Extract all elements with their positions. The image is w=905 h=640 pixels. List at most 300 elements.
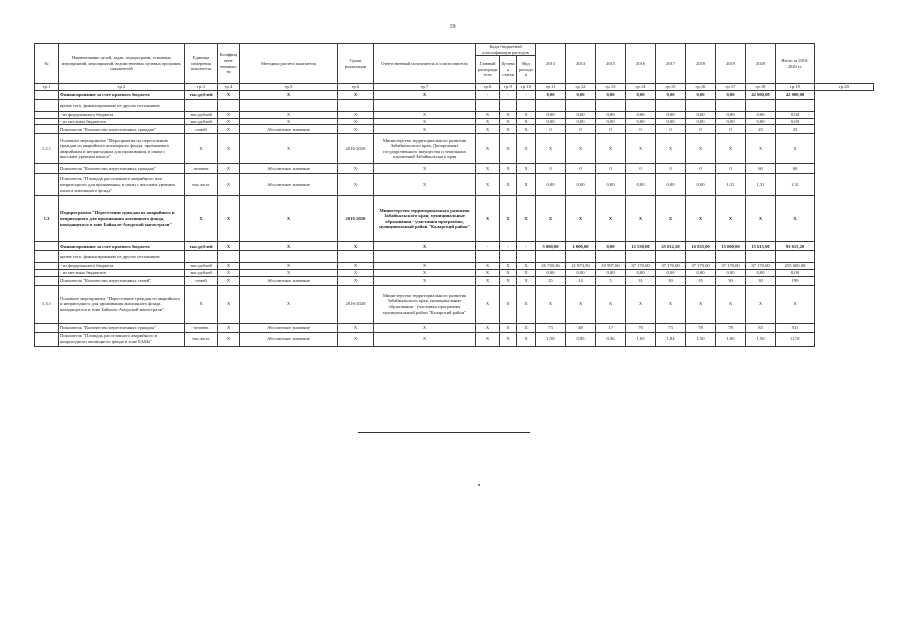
row-year-value: 0,00 (686, 174, 716, 196)
row-year-value: 0,00 (746, 269, 776, 276)
row-year-value: 0,00 (596, 174, 626, 196)
row-year-value: 0,00 (656, 174, 686, 196)
row-year-value: X (656, 134, 686, 164)
column-number: гр.3 (185, 84, 218, 91)
row-bcc-type: X (517, 112, 536, 119)
row-year-value: 37 170,00 (686, 263, 716, 270)
row-coef: X (218, 91, 240, 100)
row-total: X (776, 285, 815, 323)
row-number (35, 263, 59, 270)
row-total: 93 615,20 (776, 242, 815, 251)
row-year-value (626, 100, 656, 112)
page-number: 19 (449, 24, 456, 30)
row-bcc-admin (476, 251, 500, 263)
row-bcc-article: X (500, 112, 517, 119)
row-bcc-article: X (500, 125, 517, 134)
row-year-value (536, 251, 566, 263)
row-bcc-type: - (517, 91, 536, 100)
row-total: 42 000,00 (776, 91, 815, 100)
row-bcc-type: - (517, 242, 536, 251)
table-row (35, 323, 874, 332)
table-row (35, 276, 874, 285)
row-bcc-type (517, 251, 536, 263)
row-responsible (374, 100, 476, 112)
header-coef: Коэффициент значимости (218, 44, 240, 84)
row-year-value: 30 (656, 276, 686, 285)
row-total: 0,00 (776, 112, 815, 119)
row-coef: X (218, 285, 240, 323)
row-coef: X (218, 112, 240, 119)
row-total: 60 (776, 164, 815, 174)
row-unit (185, 100, 218, 112)
row-unit: тыс.кв.м. (185, 174, 218, 196)
header-bcc-admin: Главный распорядитель (476, 56, 500, 84)
row-bcc-article (500, 251, 517, 263)
row-year-value: X (686, 134, 716, 164)
row-year-value: 37 170,00 (656, 263, 686, 270)
row-number (35, 112, 59, 119)
header-total: Итого за 2016-2020 гг. (776, 44, 815, 84)
row-bcc-type: X (517, 285, 536, 323)
row-total: 25 (776, 125, 815, 134)
table-row (35, 285, 874, 323)
row-bcc-admin: X (476, 263, 500, 270)
header-no: № (35, 44, 59, 84)
table-row (35, 263, 874, 270)
table-row (35, 91, 874, 100)
header-year: 2019 (716, 44, 746, 84)
row-bcc-article: X (500, 332, 517, 346)
row-number (35, 174, 59, 196)
table-row (35, 196, 874, 242)
row-year-value (746, 100, 776, 112)
row-name: - из федерального бюджета (59, 263, 185, 270)
row-year-value: 0 (686, 125, 716, 134)
row-year-value: X (746, 285, 776, 323)
row-name: Показатель "Количество переселенных граждан" (59, 323, 185, 332)
row-total (776, 100, 815, 112)
row-name: Показатель "Количество переселенных семей" (59, 276, 185, 285)
row-year-value: 0,00 (626, 269, 656, 276)
row-method (240, 100, 338, 112)
row-responsible: X (374, 263, 476, 270)
header-year: 2013 (536, 44, 566, 84)
row-bcc-article (500, 100, 517, 112)
row-bcc-type: X (517, 332, 536, 346)
row-unit: человек (185, 164, 218, 174)
row-year-value: 15 000,00 (716, 242, 746, 251)
row-total: 255 600,00 (776, 263, 815, 270)
row-bcc-type: X (517, 118, 536, 125)
row-year-value: 0,00 (716, 91, 746, 100)
row-year-value: 0,00 (716, 112, 746, 119)
row-year-value (716, 100, 746, 112)
row-unit: тыс.кв.м. (185, 332, 218, 346)
row-year-value: 0,00 (626, 91, 656, 100)
row-bcc-article: X (500, 285, 517, 323)
row-coef: X (218, 118, 240, 125)
row-year-value: X (536, 285, 566, 323)
row-number (35, 332, 59, 346)
row-year-value: 1,58 (536, 332, 566, 346)
row-year-value: 42 000,00 (746, 91, 776, 100)
row-term (338, 251, 374, 263)
row-year-value: 25 (536, 276, 566, 285)
row-unit: тыс.рублей (185, 269, 218, 276)
header-year: 2015 (596, 44, 626, 84)
column-number: гр.9 (500, 84, 517, 91)
header-method: Методика расчета показателя (240, 44, 338, 84)
column-number: гр.8 (476, 84, 500, 91)
row-method: Абсолютное значение (240, 125, 338, 134)
row-number: 1.2.1 (35, 134, 59, 164)
row-unit: тыс.рублей (185, 263, 218, 270)
row-responsible: X (374, 112, 476, 119)
row-year-value (566, 251, 596, 263)
row-name: Подпрограмма "Переселение граждан из аварийного и непригодного для проживания жилищного фонда, находящегося в зоне Байкало-Амурской магистрали" (59, 196, 185, 242)
row-year-value: 0,00 (716, 118, 746, 125)
row-bcc-admin: X (476, 125, 500, 134)
row-responsible: X (374, 91, 476, 100)
row-responsible: X (374, 242, 476, 251)
row-term: 2016-2020 (338, 134, 374, 164)
row-year-value (596, 100, 626, 112)
row-name: - из федерального бюджета (59, 112, 185, 119)
row-coef (218, 251, 240, 263)
row-term: X (338, 242, 374, 251)
row-year-value: 0 (626, 164, 656, 174)
row-bcc-article: X (500, 269, 517, 276)
row-bcc-type: X (517, 134, 536, 164)
separator-line (358, 432, 530, 433)
row-name: - из местных бюджетов (59, 118, 185, 125)
row-year-value: 0,00 (536, 112, 566, 119)
row-total: 0,00 (776, 118, 815, 125)
row-name: Показатель "Количество переселенных граждан" (59, 164, 185, 174)
row-bcc-type: X (517, 164, 536, 174)
row-year-value: 0,36 (596, 332, 626, 346)
row-year-value: 5 000,00 (536, 242, 566, 251)
row-year-value: X (596, 134, 626, 164)
row-bcc-article: X (500, 134, 517, 164)
row-bcc-article: - (500, 242, 517, 251)
row-number (35, 125, 59, 134)
row-year-value: X (566, 134, 596, 164)
row-coef: X (218, 263, 240, 270)
row-bcc-admin: - (476, 91, 500, 100)
row-bcc-type: X (517, 323, 536, 332)
row-bcc-admin: X (476, 276, 500, 285)
row-year-value: X (686, 196, 716, 242)
row-year-value (626, 251, 656, 263)
row-year-value: X (656, 196, 686, 242)
row-term: X (338, 269, 374, 276)
row-coef: X (218, 125, 240, 134)
row-year-value: 0,85 (566, 332, 596, 346)
row-year-value: 21 873,50 (566, 263, 596, 270)
row-year-value: 37 170,00 (746, 263, 776, 270)
row-bcc-type: X (517, 269, 536, 276)
column-number: гр.4 (218, 84, 240, 91)
row-year-value: 17 (596, 323, 626, 332)
table-row (35, 174, 874, 196)
row-responsible: X (374, 269, 476, 276)
row-number (35, 242, 59, 251)
row-year-value: X (656, 285, 686, 323)
table-header (35, 44, 874, 84)
row-year-value: 1 000,00 (566, 242, 596, 251)
row-year-value: X (596, 196, 626, 242)
row-coef: X (218, 242, 240, 251)
row-year-value: 78 (686, 323, 716, 332)
row-method: X (240, 285, 338, 323)
row-year-value: 0,00 (566, 91, 596, 100)
row-term (338, 100, 374, 112)
column-number: гр.12 (566, 84, 596, 91)
row-number (35, 91, 59, 100)
column-number: гр.16 (686, 84, 716, 91)
row-bcc-admin: - (476, 242, 500, 251)
row-number (35, 276, 59, 285)
row-number (35, 118, 59, 125)
row-unit: тыс.рублей (185, 91, 218, 100)
row-year-value: X (746, 134, 776, 164)
row-responsible: Министерство территориального развития Забайкальского края, муниципальные образования - участники программы, муниципальный район "Каларский район" (374, 196, 476, 242)
row-year-value: 0,00 (716, 269, 746, 276)
row-bcc-type: X (517, 174, 536, 196)
row-year-value: 0,00 (656, 269, 686, 276)
row-year-value: X (536, 134, 566, 164)
row-year-value: 0 (686, 164, 716, 174)
row-method (240, 251, 338, 263)
row-year-value (536, 100, 566, 112)
column-number: гр.18 (746, 84, 776, 91)
row-bcc-article: X (500, 118, 517, 125)
row-year-value: 0,00 (536, 91, 566, 100)
row-year-value: 37 170,00 (716, 263, 746, 270)
row-term: 2016-2020 (338, 285, 374, 323)
row-unit: тыс.рублей (185, 112, 218, 119)
row-term: X (338, 263, 374, 270)
row-year-value: 48 (566, 323, 596, 332)
row-year-value: X (626, 196, 656, 242)
row-method: X (240, 269, 338, 276)
row-year-value: X (536, 196, 566, 242)
table-row (35, 112, 874, 119)
row-year-value: 0,00 (626, 174, 656, 196)
row-year-value (656, 251, 686, 263)
row-year-value: 70 (626, 323, 656, 332)
row-year-value: 12 530,00 (626, 242, 656, 251)
row-year-value: 30 (746, 276, 776, 285)
row-term: X (338, 164, 374, 174)
header-resp: Ответственный исполнитель и соисполнители (374, 44, 476, 84)
row-responsible: X (374, 164, 476, 174)
row-term: X (338, 276, 374, 285)
row-coef: X (218, 174, 240, 196)
row-year-value: 0,00 (656, 112, 686, 119)
row-coef (218, 100, 240, 112)
row-name: Финансирование за счет краевого бюджета (59, 91, 185, 100)
row-term: X (338, 112, 374, 119)
row-name: Показатель "Количество переселенных граждан" (59, 125, 185, 134)
row-year-value: 0,00 (686, 91, 716, 100)
row-year-value: X (626, 134, 656, 164)
row-bcc-admin: X (476, 118, 500, 125)
row-bcc-admin: X (476, 332, 500, 346)
row-total: X (776, 196, 815, 242)
row-bcc-article: X (500, 263, 517, 270)
column-number: гр.19 (776, 84, 815, 91)
header-bcc-type: Вид расходов (517, 56, 536, 84)
row-year-value: 5 (596, 276, 626, 285)
row-year-value (596, 251, 626, 263)
row-name: кроме того, финансирование из других источников (59, 251, 185, 263)
row-year-value: 0,00 (596, 269, 626, 276)
row-year-value: 0 (626, 125, 656, 134)
row-bcc-article: X (500, 196, 517, 242)
header-year: 2018 (686, 44, 716, 84)
row-term: 2016-2020 (338, 196, 374, 242)
column-number: гр.15 (656, 84, 686, 91)
row-year-value: 25 012,20 (656, 242, 686, 251)
row-bcc-article: X (500, 164, 517, 174)
row-total: X (776, 134, 815, 164)
row-year-value (746, 251, 776, 263)
row-year-value: 0,00 (566, 269, 596, 276)
row-year-value: 0,00 (686, 118, 716, 125)
row-year-value: 35 (686, 276, 716, 285)
header-bcc-article: Целевая статья (500, 56, 517, 84)
row-method: X (240, 242, 338, 251)
header-year: 2014 (566, 44, 596, 84)
row-year-value (686, 100, 716, 112)
row-term: X (338, 125, 374, 134)
row-year-value: X (716, 285, 746, 323)
row-name: Основное мероприятие "Мероприятия по переселению граждан из аварийного жилищного фонда, признанного аварийным и непригодным для проживания, в связи с высоким уровнем износа" (59, 134, 185, 164)
column-number: гр.17 (716, 84, 746, 91)
row-number: 1.3 (35, 196, 59, 242)
row-year-value: 37 170,00 (626, 263, 656, 270)
row-bcc-admin: X (476, 323, 500, 332)
row-method: Абсолютное значение (240, 174, 338, 196)
header-name: Наименование целей, задач, подпрограмм, основных мероприятий, мероприятий, ведомственных целевых программ, показателей (59, 44, 185, 84)
row-year-value: 0 (566, 164, 596, 174)
row-bcc-article: - (500, 91, 517, 100)
row-coef: X (218, 196, 240, 242)
header-bcc: Коды бюджетной классификации расходов (476, 44, 536, 56)
row-year-value: 0,00 (536, 118, 566, 125)
row-bcc-admin: X (476, 196, 500, 242)
row-year-value: 0,00 (746, 112, 776, 119)
row-unit: X (185, 285, 218, 323)
row-responsible: X (374, 125, 476, 134)
row-year-value: 0 (596, 164, 626, 174)
row-year-value (686, 251, 716, 263)
header-year: 2016 (626, 44, 656, 84)
table-row (35, 269, 874, 276)
row-coef: X (218, 332, 240, 346)
row-year-value (716, 251, 746, 263)
row-bcc-type: X (517, 263, 536, 270)
column-number: гр.20 (815, 84, 874, 91)
row-name: Основное мероприятие "Переселение граждан из аварийного и непригодного для проживания жилищного фонда, находящегося в зоне Байкало-Амурской магистрали" (59, 285, 185, 323)
row-total: 11,91 (776, 332, 815, 346)
row-coef: X (218, 164, 240, 174)
row-method: X (240, 112, 338, 119)
row-term: X (338, 323, 374, 332)
row-total (776, 251, 815, 263)
row-unit: человек (185, 323, 218, 332)
column-number: гр.7 (374, 84, 476, 91)
row-year-value: 0,00 (656, 118, 686, 125)
row-year-value: 1,31 (716, 174, 746, 196)
row-year-value: X (746, 196, 776, 242)
row-number (35, 251, 59, 263)
row-term: X (338, 174, 374, 196)
row-year-value: 0,00 (596, 118, 626, 125)
row-year-value: 0,00 (596, 112, 626, 119)
row-bcc-admin: X (476, 174, 500, 196)
row-bcc-type: X (517, 125, 536, 134)
row-unit: тыс.рублей (185, 242, 218, 251)
row-year-value: X (596, 285, 626, 323)
row-name: Финансирование за счет краевого бюджета (59, 242, 185, 251)
row-year-value: 0 (566, 125, 596, 134)
row-year-value: X (686, 285, 716, 323)
row-unit: семей (185, 276, 218, 285)
row-year-value: 14 (566, 276, 596, 285)
row-bcc-article: X (500, 276, 517, 285)
row-year-value: 0,00 (686, 269, 716, 276)
column-number-row (35, 84, 874, 91)
row-year-value: 0,00 (566, 174, 596, 196)
row-method: X (240, 118, 338, 125)
row-method: Абсолютное значение (240, 332, 338, 346)
row-year-value: X (566, 285, 596, 323)
row-year-value (656, 100, 686, 112)
header-unit: Единица измерения показателя (185, 44, 218, 84)
row-bcc-admin (476, 100, 500, 112)
row-bcc-admin: X (476, 134, 500, 164)
row-total: 199 (776, 276, 815, 285)
row-year-value: X (716, 134, 746, 164)
row-year-value: 0 (716, 125, 746, 134)
row-year-value: X (626, 285, 656, 323)
row-unit: X (185, 196, 218, 242)
row-responsible: X (374, 323, 476, 332)
row-year-value: 0 (536, 125, 566, 134)
row-responsible (374, 251, 476, 263)
row-number (35, 269, 59, 276)
row-year-value: 0,00 (596, 242, 626, 251)
header-year: 2020 (746, 44, 776, 84)
row-bcc-admin: X (476, 164, 500, 174)
row-name: Показатель "Площадь расселенного аварийного или непригодного для проживания, в связи с высоким уровнем износа жилищного фонда" (59, 174, 185, 196)
row-year-value: 1,84 (656, 332, 686, 346)
column-number: гр.14 (626, 84, 656, 91)
row-total: 531 (776, 323, 815, 332)
row-year-value: 0 (716, 164, 746, 174)
row-year-value: 0,00 (746, 118, 776, 125)
table-row (35, 134, 874, 164)
row-year-value: X (716, 196, 746, 242)
column-number: гр.6 (338, 84, 374, 91)
row-coef: X (218, 269, 240, 276)
row-year-value: 0,00 (536, 269, 566, 276)
row-name: кроме того, финансирование из других источников (59, 100, 185, 112)
row-year-value: 16 835,00 (686, 242, 716, 251)
